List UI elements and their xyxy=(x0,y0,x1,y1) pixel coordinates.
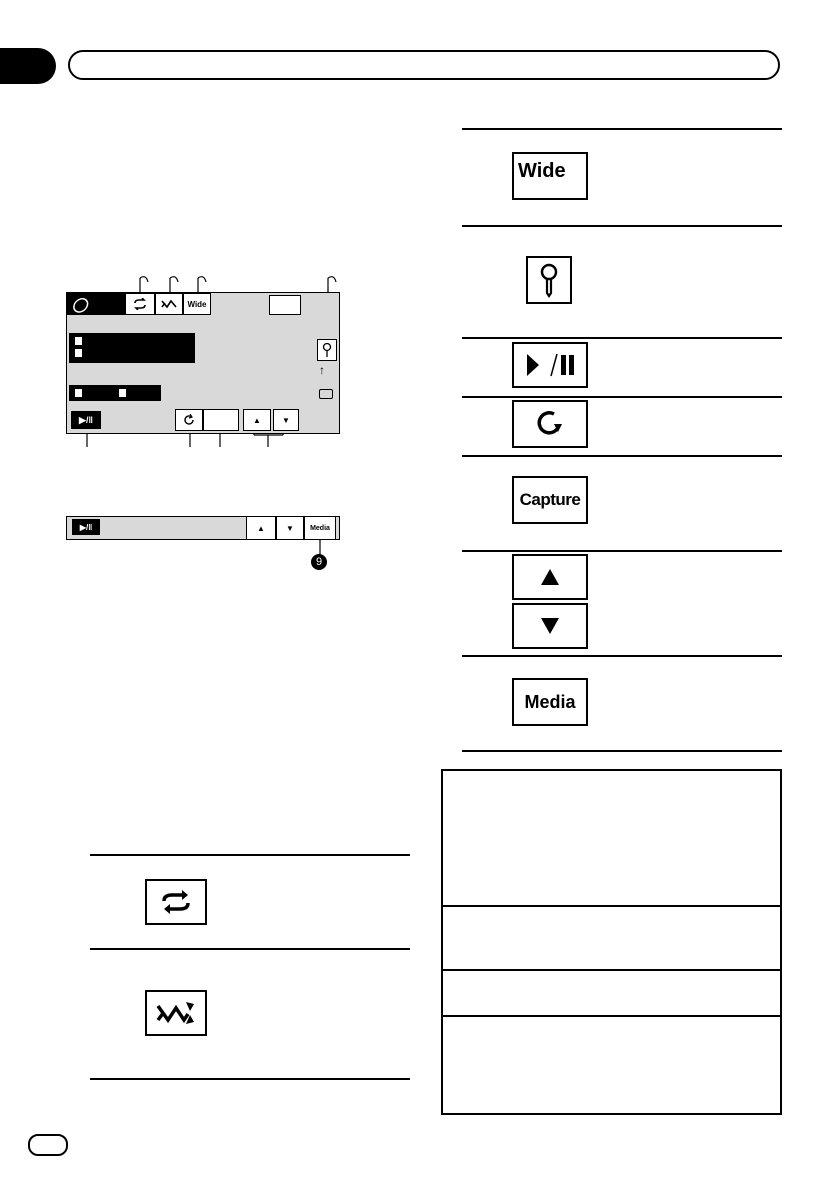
play-pause-key xyxy=(512,342,588,388)
down-arrow-icon xyxy=(540,617,560,635)
capture-key: Capture xyxy=(512,476,588,524)
search-icon xyxy=(322,342,332,358)
refresh-icon xyxy=(534,408,566,440)
repeat-icon xyxy=(133,298,147,310)
blank-button[interactable] xyxy=(269,295,301,315)
wide-key: Wide xyxy=(512,152,588,200)
down-key xyxy=(512,603,588,649)
shuffle-icon xyxy=(161,299,177,309)
refresh-key xyxy=(512,400,588,448)
up-button-bar[interactable] xyxy=(246,516,276,540)
play-pause-button-bar[interactable]: ▶/‖ xyxy=(72,519,100,535)
shuffle-icon xyxy=(156,1000,196,1026)
notes-divider xyxy=(443,969,780,971)
status-icon: ↑ xyxy=(319,363,325,377)
divider xyxy=(90,1078,410,1080)
media-button-bar[interactable]: Media xyxy=(304,516,336,540)
play-pause-button[interactable]: ▶/‖ xyxy=(71,411,101,429)
up-button[interactable] xyxy=(243,409,271,431)
divider xyxy=(462,550,782,552)
divider xyxy=(90,854,410,856)
up-arrow-icon: ▲ xyxy=(253,415,261,425)
divider xyxy=(462,396,782,398)
refresh-button[interactable] xyxy=(175,409,203,431)
notes-divider xyxy=(443,905,780,907)
search-key xyxy=(526,256,572,304)
divider xyxy=(462,655,782,657)
shuffle-key xyxy=(145,990,207,1036)
file-icon xyxy=(75,349,82,357)
divider xyxy=(462,750,782,752)
repeat-key xyxy=(145,879,207,925)
info-block-black xyxy=(69,333,195,363)
page-number-badge xyxy=(28,1134,68,1156)
refresh-icon xyxy=(183,414,195,426)
repeat-icon xyxy=(160,889,192,915)
divider xyxy=(462,128,782,130)
media-key: Media xyxy=(512,678,588,726)
search-button[interactable] xyxy=(317,339,337,361)
capture-icon[interactable] xyxy=(319,389,333,399)
play-pause-icon xyxy=(523,352,577,378)
shuffle-button[interactable] xyxy=(155,293,183,315)
up-arrow-icon: ▲ xyxy=(257,523,265,533)
divider xyxy=(462,337,782,339)
down-arrow-icon: ▼ xyxy=(282,415,290,425)
repeat-button[interactable] xyxy=(125,293,155,315)
callout-number-badge: 9 xyxy=(311,554,327,570)
chapter-tab xyxy=(0,48,56,84)
blank-button-2[interactable] xyxy=(203,409,239,431)
disc-icon: ◯ xyxy=(72,296,88,312)
wide-button[interactable]: Wide xyxy=(183,293,211,315)
divider xyxy=(90,948,410,950)
divider xyxy=(462,455,782,457)
down-button[interactable] xyxy=(273,409,299,431)
folder-icon xyxy=(75,337,82,345)
divider xyxy=(462,225,782,227)
up-key xyxy=(512,554,588,600)
search-icon xyxy=(539,262,559,298)
file-icon-2 xyxy=(119,389,126,397)
down-button-bar[interactable] xyxy=(276,516,304,540)
folder-icon-2 xyxy=(75,389,82,397)
notes-box xyxy=(441,769,782,1115)
notes-divider xyxy=(443,1015,780,1017)
down-arrow-icon: ▼ xyxy=(286,523,294,533)
up-arrow-icon xyxy=(540,568,560,586)
path-block-black xyxy=(69,385,161,401)
header-bar xyxy=(68,50,780,80)
screen-body xyxy=(66,292,340,434)
